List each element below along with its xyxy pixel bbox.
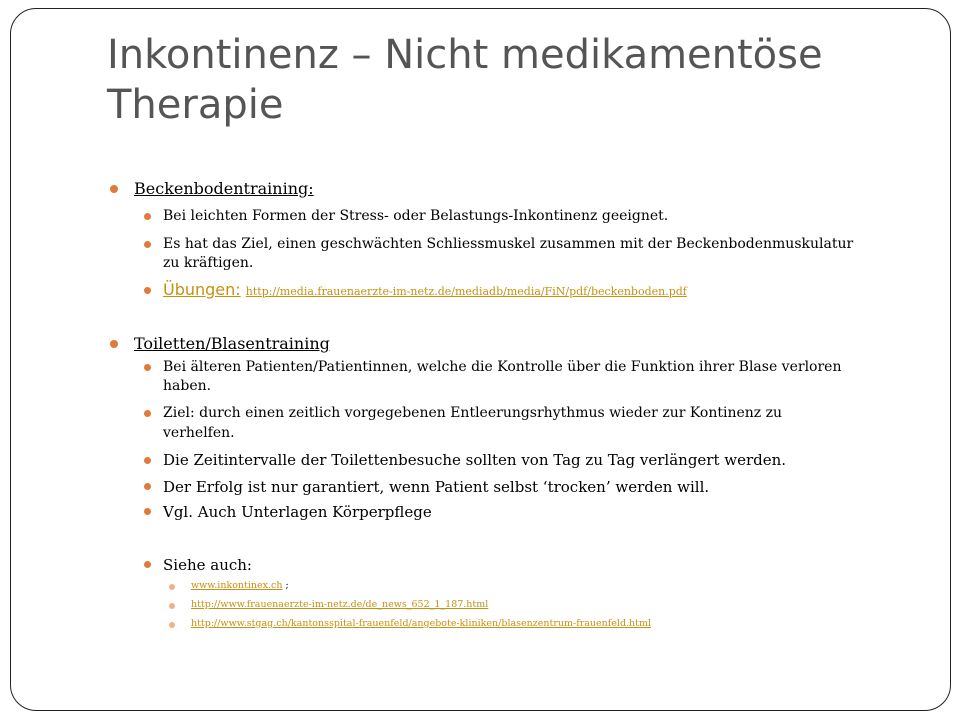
list-item: Die Zeitintervalle der Toilettenbesuche sollten von Tag zu Tag verlängert werden. xyxy=(163,451,787,469)
see-also-label: Siehe auch: xyxy=(163,556,252,574)
see-also-row xyxy=(191,580,289,591)
see-also-row xyxy=(191,618,651,629)
list-item: Der Erfolg ist nur garantiert, wenn Patient selbst ‘trocken’ werden will. xyxy=(163,478,710,496)
bullet-dot xyxy=(169,584,175,590)
exercise-link[interactable]: http://media.frauenaerzte-im-netz.de/mediadb/media/FiN/pdf/beckenboden.pdf xyxy=(245,285,687,298)
slide-title: Inkontinenz – Nicht medikamentöse Therapie xyxy=(107,32,823,128)
see-also-link[interactable]: http://www.frauenaerzte-im-netz.de/de_news_652_1_187.html xyxy=(191,599,489,610)
section-heading-beckenboden: Beckenbodentraining: xyxy=(134,179,314,198)
exercise-row xyxy=(163,280,687,299)
list-item: Bei älteren Patienten/Patientinnen, welche die Kontrolle über die Funktion ihrer Blase verloren xyxy=(163,359,842,375)
bullet-dot xyxy=(169,622,175,628)
list-item: Ziel: durch einen zeitlich vorgegebenen Entleerungsrhythmus wieder zur Kontinenz zu xyxy=(163,405,783,421)
list-item: Vgl. Auch Unterlagen Körperpflege xyxy=(163,503,432,521)
exercise-link-label[interactable]: Übungen: xyxy=(163,280,241,299)
list-item-continuation: zu kräftigen. xyxy=(163,255,254,271)
bullet-dot xyxy=(144,410,151,417)
bullet-dot xyxy=(144,287,151,294)
bullet-dot xyxy=(144,561,151,568)
list-item-continuation: haben. xyxy=(163,378,212,394)
bullet-dot xyxy=(110,340,118,348)
list-item: Bei leichten Formen der Stress- oder Belastungs-Inkontinenz geeignet. xyxy=(163,208,669,224)
bullet-dot xyxy=(144,213,151,220)
bullet-dot xyxy=(110,185,118,193)
see-also-link[interactable]: http://www.stgag.ch/kantonsspital-frauenfeld/angebote-kliniken/blasenzentrum-frauenfeld.html xyxy=(191,618,652,629)
bullet-dot xyxy=(144,241,151,248)
bullet-dot xyxy=(144,508,151,515)
see-also-link[interactable]: www.inkontinex.ch xyxy=(191,580,283,591)
see-also-row xyxy=(191,599,488,610)
list-item-continuation: verhelfen. xyxy=(163,425,235,441)
link-separator: ; xyxy=(282,580,289,591)
bullet-dot xyxy=(169,603,175,609)
list-item: Es hat das Ziel, einen geschwächten Schliessmuskel zusammen mit der Beckenbodenmuskulatur xyxy=(163,236,854,252)
bullet-dot xyxy=(144,483,151,490)
section-heading-toiletten: Toiletten/Blasentraining xyxy=(134,334,330,353)
bullet-dot xyxy=(144,364,151,371)
bullet-dot xyxy=(144,457,151,464)
